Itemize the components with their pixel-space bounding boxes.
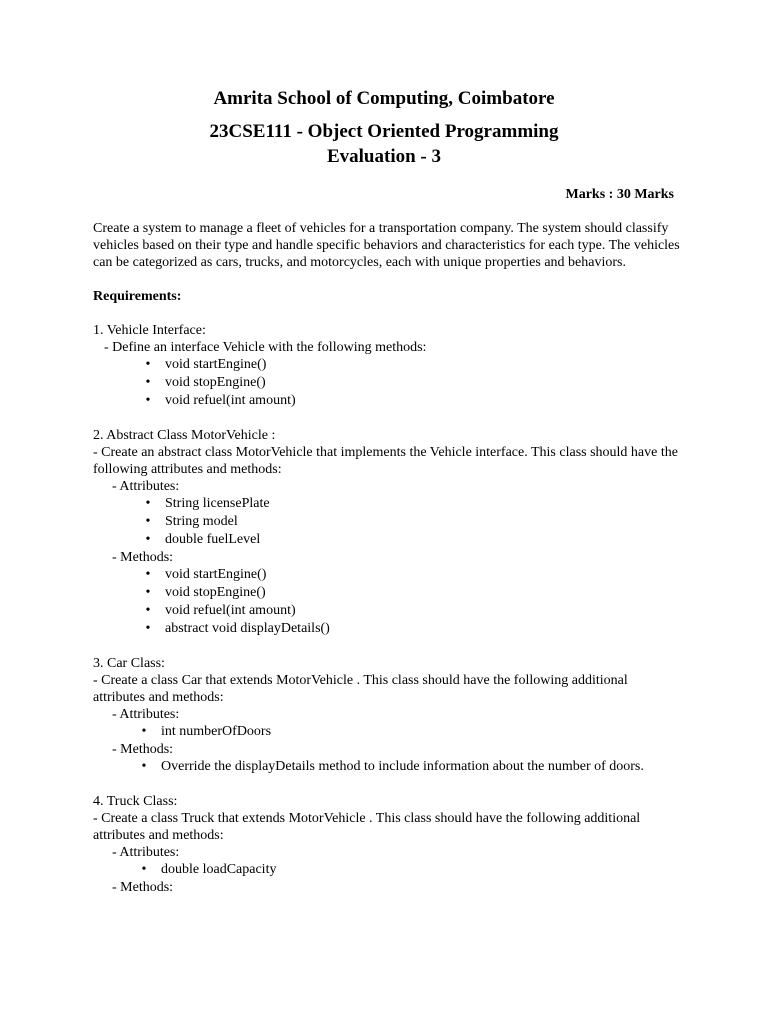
section4-attributes-label: - Attributes: [112,845,180,860]
bullet-icon: • [145,393,151,408]
bullet-icon: • [145,585,151,600]
list-item: • int numberOfDoors [93,723,683,740]
bullet-icon: • [141,862,147,877]
course-title: 23CSE111 - Object Oriented Programming [209,121,559,142]
section4-title: 4. Truck Class: [93,794,178,809]
section4-line: - Create a class Truck that extends MotorVehicle . This class should have the following additional attributes and methods: [93,811,641,843]
list-item: • String licensePlate [93,495,683,512]
section2-attribute-list [93,495,683,548]
list-item: • void refuel(int amount) [93,602,683,619]
section2-method-list [93,566,683,637]
list-item: • abstract void displayDetails() [93,620,683,637]
section2-attributes-label: - Attributes: [112,479,180,494]
section2-title: 2. Abstract Class MotorVehicle : [93,428,276,443]
section2-line: - Create an abstract class MotorVehicle that implements the Vehicle interface. This class should have the following attributes and methods: [93,445,678,477]
list-item: • double fuelLevel [93,531,683,548]
section1-title: 1. Vehicle Interface: [93,323,206,338]
list-item: • void refuel(int amount) [93,392,683,409]
section1-line: - Define an interface Vehicle with the following methods: [104,340,427,355]
bullet-icon: • [145,514,151,529]
requirements-heading: Requirements: [93,289,182,304]
section3-methods-label: - Methods: [112,742,174,757]
section4-attribute-list [93,861,683,878]
bullet-icon: • [141,759,147,774]
bullet-icon: • [145,375,151,390]
evaluation-title: Evaluation - 3 [326,146,442,167]
list-item: • Override the displayDetails method to include information about the number of doors. [93,758,683,775]
section3-method-list [93,758,683,775]
bullet-icon: • [145,603,151,618]
intro-paragraph: Create a system to manage a fleet of vehicles for a transportation company. The system should classify vehicles based on their type and handle specific behaviors and characteristics for each type. The vehicles can be categorized as cars, trucks, and motorcycles, each with unique properties and behaviors. [93,221,680,270]
section3-line: - Create a class Car that extends MotorVehicle . This class should have the following additional attributes and methods: [93,673,628,705]
school-title: Amrita School of Computing, Coimbatore [213,88,555,109]
section3-attribute-list [93,723,683,740]
section2-methods-label: - Methods: [112,550,174,565]
document-body [93,220,683,896]
bullet-icon: • [145,532,151,547]
list-item: • double loadCapacity [93,861,683,878]
bullet-icon: • [141,724,147,739]
bullet-icon: • [145,621,151,636]
section3-title: 3. Car Class: [93,656,165,671]
bullet-icon: • [145,496,151,511]
bullet-icon: • [145,357,151,372]
list-item: • void stopEngine() [93,584,683,601]
bullet-icon: • [145,567,151,582]
list-item: • void startEngine() [93,566,683,583]
section4-methods-label: - Methods: [112,880,174,895]
list-item: • void stopEngine() [93,374,683,391]
section3-attributes-label: - Attributes: [112,707,180,722]
list-item: • String model [93,513,683,530]
list-item: • void startEngine() [93,356,683,373]
section1-method-list [93,356,683,409]
marks-label: Marks : 30 Marks [565,187,674,202]
